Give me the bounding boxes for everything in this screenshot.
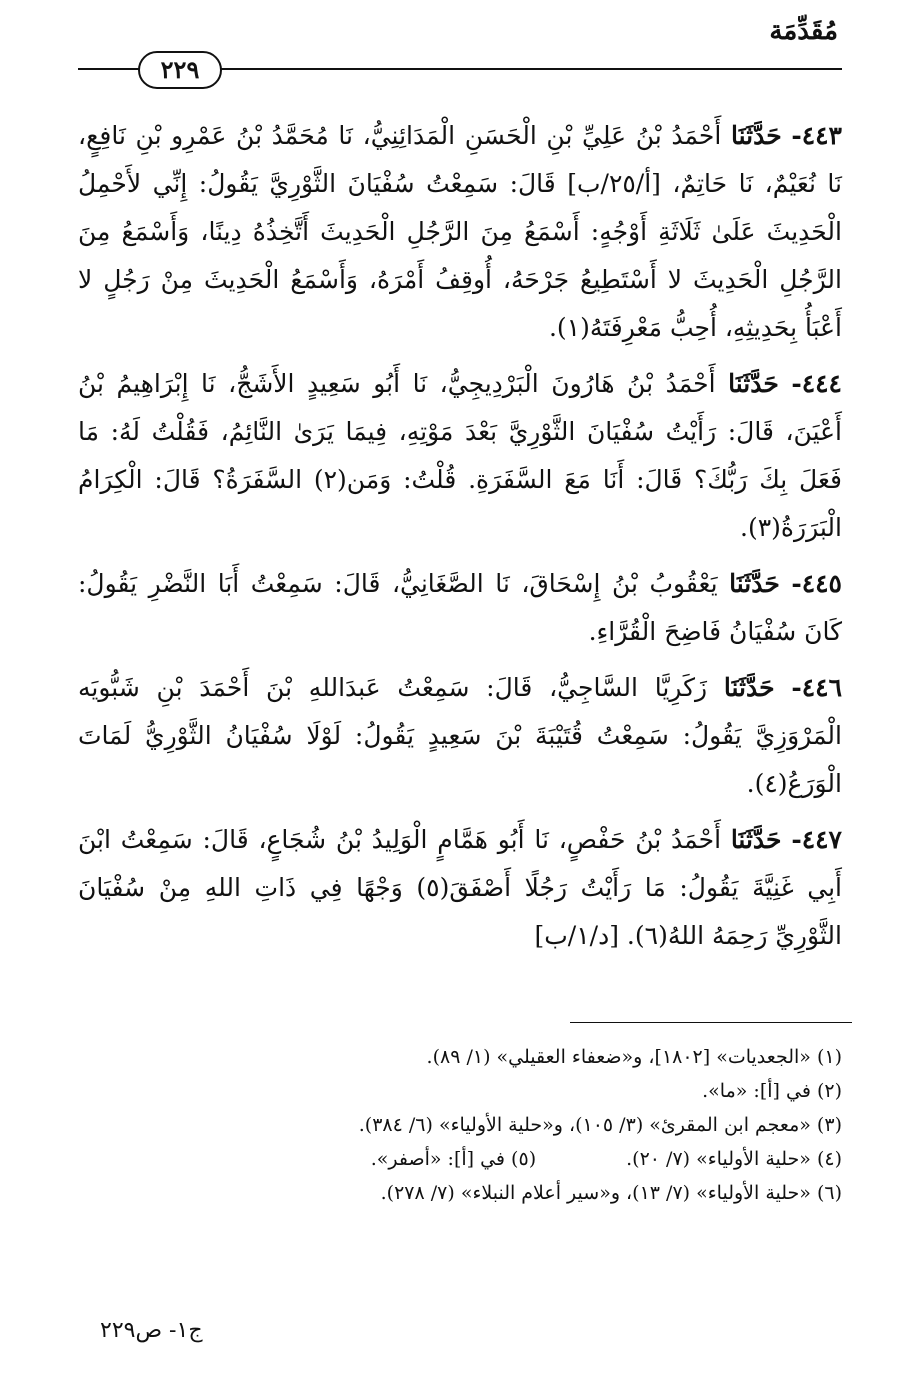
hadith-444 — [78, 360, 842, 552]
main-text — [78, 112, 842, 968]
footnote-rule — [570, 1022, 852, 1023]
footnotes — [78, 1040, 842, 1210]
footnote-row-4-5 — [78, 1142, 842, 1176]
footnote-2: (٢) في [أ]: «ما». — [702, 1080, 842, 1102]
hadith-keyword: حَدَّثَنَا — [723, 673, 775, 702]
hadith-keyword: حَدَّثَنَا — [730, 825, 782, 854]
hadith-446 — [78, 664, 842, 808]
page-number-badge: ٢٢٩ — [138, 51, 222, 89]
footnote-4: (٤) «حلية الأولياء» (٧/ ٢٠). — [626, 1148, 842, 1170]
hadith-keyword: حَدَّثَنَا — [728, 369, 779, 398]
hadith-number: ٤٤٦- — [791, 673, 843, 702]
hadith-text: أَحْمَدُ بْنُ هَارُونَ الْبَرْدِيجِيُّ، نَا أَبُو سَعِيدٍ الأَشَجُّ، نَا إِبْرَاهِيمُ بْنُ أَعْيَنَ، قَالَ: رَأَيْتُ سُفْيَانَ الثَّوْرِيَّ بَعْدَ مَوْتِهِ، فِيمَا يَرَىٰ النَّائِمُ، فَقُلْتُ لَهُ: مَا فَعَلَ بِكَ رَبُّكَ؟ قَالَ: أَنَا مَعَ السَّفَرَةِ. قُلْتُ: وَمَن(٢) السَّفَرَةُ؟ قَالَ: الْكِرَامُ الْبَرَرَةُ(٣). — [78, 369, 842, 542]
hadith-keyword: حَدَّثَنَا — [729, 569, 780, 598]
hadith-number: ٤٤٤- — [791, 369, 842, 398]
hadith-443 — [78, 112, 842, 352]
hadith-445 — [78, 560, 842, 656]
hadith-text: أَحْمَدُ بْنُ حَفْصٍ، نَا أَبُو هَمَّامٍ الْوَلِيدُ بْنُ شُجَاعٍ، قَالَ: سَمِعْتُ ابْنَ أَبِي غَنِيَّةَ يَقُولُ: مَا رَأَيْتُ رَجُلًا أَصْفَقَ(٥) وَجْهًا فِي ذَاتِ اللهِ مِنْ سُفْيَانَ الثَّوْرِيِّ رَحِمَهُ اللهُ(٦). [د/١/ب] — [78, 825, 842, 950]
hadith-number: ٤٤٣- — [791, 121, 842, 150]
hadith-text: يَعْقُوبُ بْنُ إِسْحَاقَ، نَا الصَّغَانِيُّ، قَالَ: سَمِعْتُ أَبَا النَّضْرِ يَقُولُ: كَانَ سُفْيَانُ فَاضِحَ الْقُرَّاءِ. — [78, 569, 842, 646]
footnote-3: (٣) «معجم ابن المقرئ» (٣/ ١٠٥)، و«حلية الأولياء» (٦/ ٣٨٤). — [358, 1114, 842, 1136]
hadith-text: أَحْمَدُ بْنُ عَلِيِّ بْنِ الْحَسَنِ الْمَدَائِنِيُّ، نَا مُحَمَّدُ بْنُ عَمْرِو بْنِ نَافِعٍ، نَا نُعَيْمٌ، نَا حَاتِمٌ، [أ/٢٥/ب] قَالَ: سَمِعْتُ سُفْيَانَ الثَّوْرِيَّ يَقُولُ: إِنِّي لأَحْمِلُ الْحَدِيثَ عَلَىٰ ثَلَاثَةِ أَوْجُهٍ: أَسْمَعُ مِنَ الرَّجُلِ الْحَدِيثَ أَتَّخِذُهُ دِينًا، وَأَسْمَعُ مِنَ الرَّجُلِ الْحَدِيثَ لا أَسْتَطِيعُ جَرْحَهُ، أُوقِفُ أَمْرَهُ، وَأَسْمَعُ الْحَدِيثَ مِنْ رَجُلٍ لا أَعْبَأُ بِحَدِيثِهِ، أُحِبُّ مَعْرِفَتَهُ(١). — [78, 121, 842, 342]
hadith-number: ٤٤٧- — [791, 825, 842, 854]
footnote-5: (٥) في [أ]: «أصفر». — [370, 1148, 537, 1170]
hadith-text: زَكَرِيَّا السَّاجِيُّ، قَالَ: سَمِعْتُ عَبدَاللهِ بْنَ أَحْمَدَ بْنِ شَبُّويَه الْمَرْوَزِيَّ يَقُولُ: سَمِعْتُ قُتَيْبَةَ بْنَ سَعِيدٍ يَقُولُ: لَوْلَا سُفْيَانُ الثَّوْرِيُّ لَمَاتَ الْوَرَعُ(٤). — [78, 673, 842, 798]
hadith-keyword: حَدَّثَنَا — [730, 121, 782, 150]
running-title: مُقَدِّمَة — [769, 16, 838, 46]
footnote-1: (١) «الجعديات» [١٨٠٢]، و«ضعفاء العقيلي» (١/ ٨٩). — [426, 1046, 842, 1068]
footnote-6: (٦) «حلية الأولياء» (٧/ ١٣)، و«سير أعلام النبلاء» (٧/ ٢٧٨). — [380, 1182, 842, 1204]
hadith-447 — [78, 816, 842, 960]
page-signature: ج١- ص٢٢٩ — [100, 1318, 203, 1343]
hadith-number: ٤٤٥- — [791, 569, 842, 598]
